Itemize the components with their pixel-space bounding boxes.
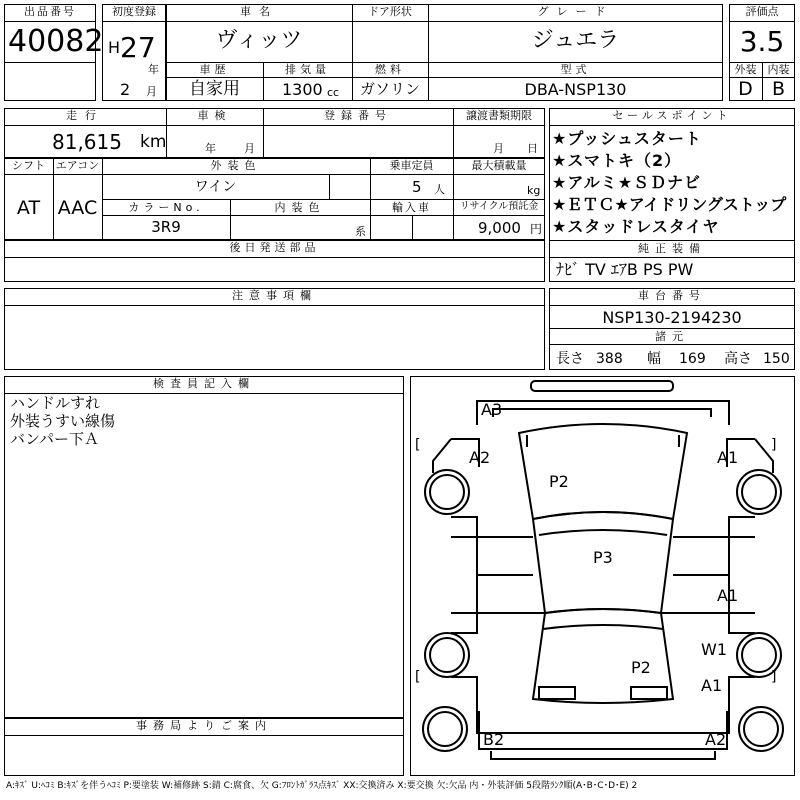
displacement: 1300	[282, 80, 323, 99]
import-header: 輸入車	[392, 201, 431, 214]
selling-points-header: セールスポイント	[612, 109, 732, 122]
inspection-year-unit: 年	[205, 142, 216, 155]
dims-header: 諸元	[655, 330, 689, 343]
capacity-header: 乗車定員	[389, 159, 434, 172]
damage-mark: A1	[717, 448, 739, 467]
inspector-note-2: 外装うすい線傷	[10, 412, 116, 430]
car-name: ヴィッツ	[215, 28, 303, 53]
inspector-note-3: バンパー下Ａ	[10, 430, 99, 448]
damage-mark: B2	[483, 730, 505, 749]
damage-mark: P2	[631, 658, 651, 677]
model-code: DBA-NSP130	[524, 80, 627, 99]
length-value: 388	[596, 351, 623, 367]
inspector-note-1: ハンドルすれ	[10, 394, 101, 412]
exterior-grade: D	[738, 78, 753, 100]
max-load-unit: kg	[527, 184, 541, 197]
grade-header: グレード	[537, 5, 614, 18]
selling-point-5: ★スタッドレスタイヤ	[552, 217, 720, 236]
damage-mark: A2	[705, 730, 727, 749]
interior-grade: B	[771, 78, 786, 100]
shift-header: シフト	[12, 159, 45, 172]
shift-type: AT	[16, 197, 41, 219]
genuine-equipment: ﾅﾋﾞ TV ｴｱB PS PW	[556, 260, 694, 279]
first-reg-year: 27	[120, 31, 156, 64]
inspection-header: 車検	[197, 109, 232, 122]
int-color-unit: 系	[355, 225, 366, 238]
selling-point-4: ★ＥＴＣ★アイドリングストップ	[552, 195, 787, 214]
office-header: 事務局よりご案内	[136, 719, 272, 732]
lot-no-header: 出品番号	[24, 5, 76, 18]
mileage: 81,615	[52, 130, 122, 154]
car-diagram-frame	[410, 376, 795, 776]
max-load-header: 最大積載量	[471, 159, 527, 172]
selling-point-3: ★アルミ★ＳＤナビ	[552, 173, 702, 192]
inspector-header: 検査員記入欄	[153, 377, 255, 390]
damage-mark: A1	[717, 586, 739, 605]
chassis-header: 車台番号	[638, 289, 706, 302]
mileage-header: 走行	[66, 109, 104, 122]
recycle-fee: 9,000	[478, 219, 521, 237]
exterior-header: 外装	[734, 63, 757, 76]
width-value: 169	[679, 351, 706, 367]
color-no: 3R9	[151, 218, 181, 236]
month-unit: 月	[146, 85, 157, 98]
height-label: 高さ	[724, 351, 752, 367]
transfer-month-unit: 月	[493, 142, 504, 155]
first-reg-month: 2	[120, 80, 131, 99]
fuel-header: 燃料	[375, 63, 405, 76]
car-body-diagram	[411, 377, 794, 775]
displacement-unit: cc	[327, 86, 340, 99]
inspection-month-unit: 月	[244, 142, 255, 155]
later-parts-header: 後日発送部品	[229, 241, 320, 254]
mileage-unit: km	[140, 132, 167, 152]
int-color-header: 内装色	[274, 201, 326, 214]
model-header: 型式	[560, 63, 591, 76]
svg-text:]: ]	[771, 669, 777, 685]
selling-point-2: ★スマトキ（2）	[552, 151, 682, 170]
width-label: 幅	[647, 351, 661, 367]
genuine-header: 純正装備	[638, 242, 706, 255]
recycle-unit: 円	[530, 222, 543, 236]
damage-mark: P3	[593, 548, 613, 567]
damage-mark: A2	[469, 448, 491, 467]
recycle-header: リサイクル預託金	[459, 201, 539, 212]
legend: A:ｷｽﾞ U:ﾍｺﾐ B:ｷｽﾞを伴うﾍｺﾐ P:要塗装 W:補修跡 S:錆 C:腐食、欠 G:ﾌﾛﾝﾄｶﾞﾗｽ点ｷｽﾞ XX:交換済み X:要交換 欠:欠品 内・外装評価 5段階ﾗﾝｸ順(A･B･C･D･E) 2	[6, 781, 638, 791]
year-unit: 年	[148, 63, 159, 76]
door-header: ドア形状	[368, 5, 412, 18]
color-no-header: カラーNo.	[128, 201, 204, 214]
history-header: 車歴	[199, 63, 230, 76]
cautions-header: 注意事項欄	[232, 289, 317, 302]
ext-color-header: 外装色	[210, 159, 262, 172]
length-label: 長さ	[556, 351, 584, 367]
svg-text:[: [	[415, 437, 421, 453]
era: H	[108, 38, 121, 57]
svg-text:[: [	[415, 669, 421, 685]
capacity-unit: 人	[434, 183, 445, 196]
svg-text:]: ]	[771, 437, 777, 453]
displacement-header: 排気量	[285, 63, 330, 76]
height-value: 150	[763, 351, 790, 367]
selling-point-1: ★プッシュスタート	[552, 129, 702, 148]
transfer-day-unit: 日	[527, 142, 538, 155]
lot-number: 40082	[8, 24, 104, 59]
grade: ジュエラ	[531, 28, 620, 53]
fuel: ガソリン	[359, 80, 420, 98]
reg-no-header: 登録番号	[324, 109, 392, 122]
score-header: 評価点	[745, 5, 779, 18]
damage-mark: P2	[549, 472, 569, 491]
interior-header: 内装	[767, 63, 790, 76]
damage-mark: A3	[481, 400, 503, 419]
car-name-header: 車名	[240, 5, 278, 18]
first-reg-header: 初度登録	[112, 5, 156, 18]
aircon-header: エアコン	[55, 159, 100, 172]
damage-mark: W1	[701, 640, 727, 659]
history: 自家用	[189, 79, 240, 99]
aircon-type: AAC	[57, 197, 98, 219]
capacity: 5	[412, 178, 422, 196]
overall-score: 3.5	[739, 25, 785, 58]
ext-color: ワイン	[194, 179, 237, 195]
chassis-number: NSP130-2194230	[602, 308, 742, 327]
transfer-header: 譲渡書類期限	[466, 109, 532, 122]
damage-mark: A1	[701, 676, 723, 695]
